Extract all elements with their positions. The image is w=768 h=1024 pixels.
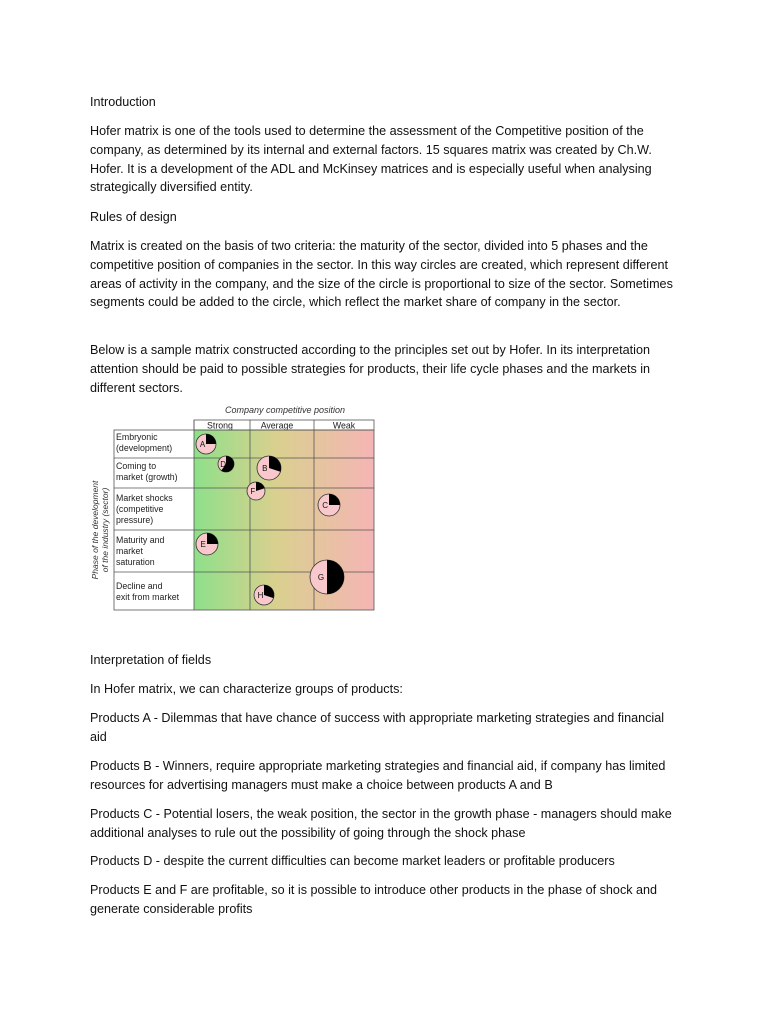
column-header-weak: Weak — [332, 420, 356, 431]
intro-paragraph: Hofer matrix is one of the tools used to determine the assessment of the Competitive position of the company, as determined by its internal and external factors. 15 squares matrix was created by Ch.W. Hofer. It is a development of the ADL and McKinsey matrices and is especially useful when analysing strategically diversified entity. — [90, 124, 652, 195]
row-label-embryonic-2: (development) — [116, 443, 173, 453]
sample-paragraph: Below is a sample matrix constructed according to the principles set out by Hofer. In its interpretation attention should be paid to possible strategies for products, their life cycle phases and the markets in different sectors. — [90, 343, 651, 395]
matrix-gradient-area — [194, 430, 374, 610]
column-header-average: Average — [260, 420, 294, 431]
products-ef-paragraph: Products E and F are profitable, so it is possible to introduce other products in the phase of shock and generate considerable profits — [90, 883, 658, 916]
row-label-growth-2: market (growth) — [116, 472, 178, 482]
product-b-label: B — [262, 464, 268, 473]
row-label-decline-1: Decline and — [116, 581, 163, 591]
product-c-label: C — [322, 501, 329, 510]
product-f-label: F — [250, 487, 256, 496]
product-d-label: D — [220, 460, 227, 469]
row-label-shock-1: Market shocks — [116, 493, 173, 503]
products-c-paragraph: Products C - Potential losers, the weak position, the sector in the growth phase - managers should make additional analyses to rule out the possibility of going through the shock phase — [90, 807, 672, 840]
product-d-circle — [218, 456, 234, 472]
products-a-paragraph: Products A - Dilemmas that have chance of success with appropriate marketing strategies and financial aid — [90, 711, 665, 744]
y-axis-label-1: Phase of the development — [90, 480, 100, 580]
row-label-embryonic-1: Embryonic — [116, 432, 158, 442]
rules-heading: Rules of design — [90, 210, 177, 224]
row-label-shock-2: (competitive — [116, 504, 164, 514]
product-h-label: H — [257, 591, 264, 600]
product-f-circle — [247, 482, 265, 500]
product-e-label: E — [200, 540, 206, 549]
row-label-shock-3: pressure) — [116, 515, 154, 525]
intro-heading: Introduction — [90, 95, 156, 109]
rules-paragraph: Matrix is created on the basis of two criteria: the maturity of the sector, divided into 5 phases and the competitive position of companies in the sector. In this way circles are created, which represent different areas of activity in the company, and the size of the circle is proportional to size of the sector. Sometimes segments could be added to the circle, which reflect the market share of company in the sector. — [90, 239, 673, 310]
column-header-strong: Strong — [207, 420, 233, 431]
product-b-circle — [257, 456, 281, 480]
products-b-paragraph: Products B - Winners, require appropriate marketing strategies and financial aid, if company has limited resources for advertising managers must make a choice between products A and B — [90, 759, 666, 792]
product-e-circle — [196, 533, 218, 555]
product-h-circle — [254, 585, 274, 605]
row-label-maturity-3: saturation — [116, 557, 155, 567]
product-g-label: G — [317, 573, 325, 582]
product-a-circle — [196, 434, 216, 454]
y-axis-label-2: of the industry (sector) — [100, 487, 110, 573]
row-label-decline-2: exit from market — [116, 592, 180, 602]
matrix-title: Company competitive position — [224, 405, 346, 415]
interpretation-heading: Interpretation of fields — [90, 653, 212, 667]
product-g-circle — [310, 560, 344, 594]
interpretation-intro: In Hofer matrix, we can characterize groups of products: — [90, 682, 403, 696]
products-d-paragraph: Products D - despite the current difficulties can become market leaders or profitable producers — [90, 854, 615, 868]
product-a-label: A — [199, 440, 206, 449]
product-c-circle — [318, 494, 340, 516]
row-label-maturity-1: Maturity and — [116, 535, 165, 545]
row-label-maturity-2: market — [116, 546, 143, 556]
hofer-matrix-diagram — [80, 400, 380, 615]
row-label-growth-1: Coming to — [116, 461, 157, 471]
